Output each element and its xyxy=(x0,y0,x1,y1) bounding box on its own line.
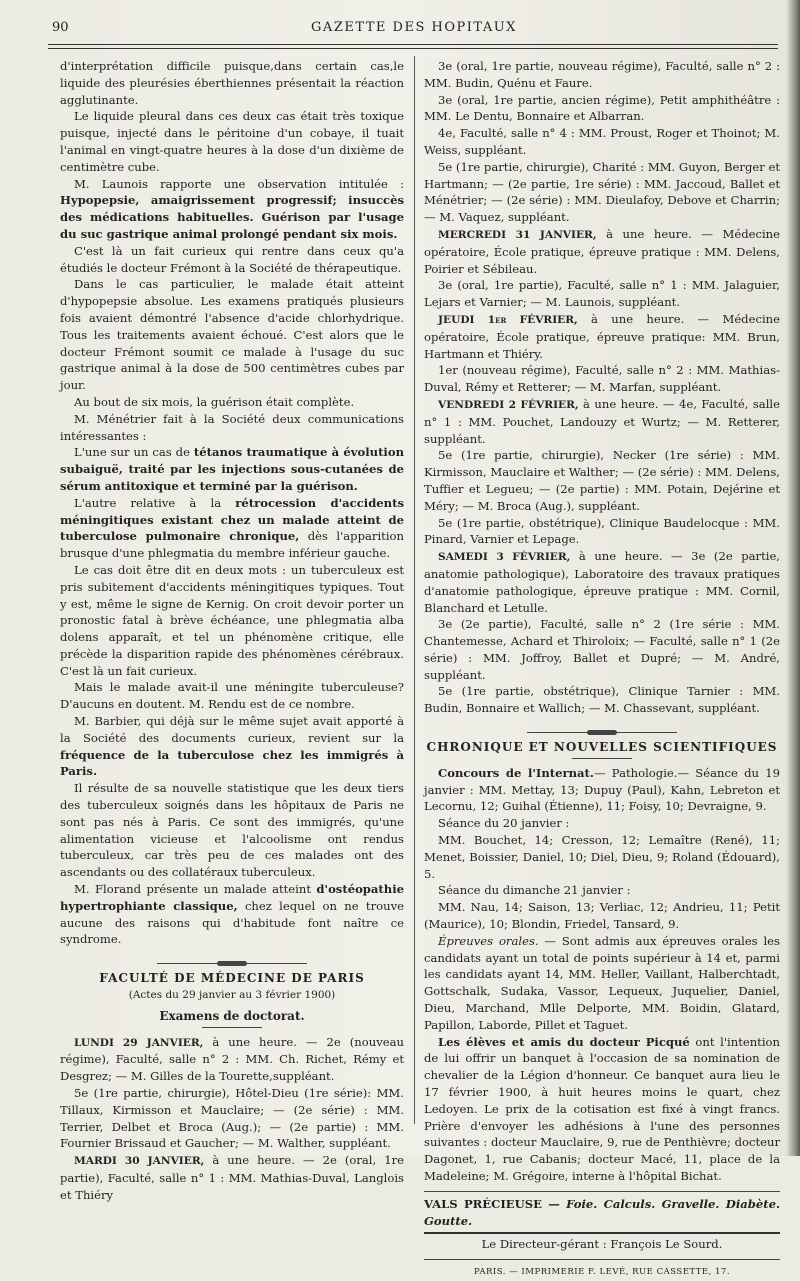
day-text: à une heure. — Médecine opératoire, École pratique, épreuve pratique: MM. Brun, Hartmann et Thiéry. xyxy=(424,311,780,361)
exam-entry: 3e (oral, 1re partie, nouveau régime), Faculté, salle n° 2 : MM. Budin, Quénu et Faure. xyxy=(424,59,780,90)
exam-entry: 5e (1re partie, chirurgie), Charité : MM. Guyon, Berger et Hartmann; — (2e partie, 1re série) : MM. Jaccoud, Ballet et Ménétrier; — (2e série) : MM. Dieulafoy, Debove et Charrin; — M. Vaquez, suppléant. xyxy=(424,159,780,225)
exam-day-entry xyxy=(60,1034,404,1085)
exam-entry: 3e (oral, 1re partie, ancien régime), Petit amphithéâtre : MM. Le Dentu, Bonnaire et Albarran. xyxy=(424,92,780,124)
exam-entry: 3e (oral, 1re partie), Faculté, salle n° 1 : MM. Jalaguier, Lejars et Varnier; — M. Launois, suppléant. xyxy=(424,278,780,310)
section-rule xyxy=(424,1232,780,1234)
paragraph: Au bout de six mois, la guérison était complète. xyxy=(74,394,355,409)
faculte-dates: (Actes du 29 janvier au 3 février 1900) xyxy=(128,989,336,1002)
news-line: Séance du 20 janvier : xyxy=(438,816,570,831)
day-label: LUNDI 29 JANVIER, xyxy=(74,1036,204,1049)
right-column xyxy=(424,58,780,1281)
paragraph: Le cas doit être dit en deux mots : un tuberculeux est pris subitement d'accidents méningitiques typiques. Tout y est, même le signe de Kernig. On croit devoir porter un pronostic fatal à brève échéance, une phlegmatia alba dolens apparaît, et tel un phénomène critique, elle précède la disparition rapide des phénomènes cérébraux. C'est là un fait curieux. xyxy=(60,562,404,678)
news-title: Concours de l'Internat. xyxy=(438,765,594,780)
observation-title: Hypopepsie, amaigrissement progressif; insuccès des médications habituelles. Guérison par l'usage du suc gastrique animal prolongé pendant six mois. xyxy=(60,193,404,241)
page-header xyxy=(44,18,784,38)
day-text: à une heure. — 2e (oral, 1re partie), Faculté, salle n° 1 : MM. Mathias-Duval, Langlois et Thiéry xyxy=(60,1153,404,1202)
paragraph-rest: chez lequel on ne trouve aucune des raisons qui d'habitude font naître ce syndrome. xyxy=(60,898,404,947)
day-text: à une heure. — Médecine opératoire, École pratique, épreuve pratique : MM. Delens, Poirier et Sébileau. xyxy=(424,226,781,276)
vals-advert xyxy=(424,1196,780,1230)
paragraph-lead: M. Barbier, qui déjà sur le même sujet avait apporté à la Société des documents curieux, revient sur la xyxy=(60,714,404,745)
paragraph xyxy=(60,713,404,780)
news-line: Séance du dimanche 21 janvier : xyxy=(438,883,631,898)
footer-rule xyxy=(424,1259,780,1260)
page-number: 90 xyxy=(52,20,69,35)
vals-title: VALS PRÉCIEUSE xyxy=(424,1196,542,1211)
header-rule-thin xyxy=(48,48,778,49)
news-item xyxy=(424,765,780,815)
short-rule xyxy=(202,1027,262,1028)
paragraph: M. Ménétrier fait à la Société deux communications intéressantes : xyxy=(60,411,404,443)
exam-day-entry xyxy=(424,311,780,362)
exam-day-entry xyxy=(424,396,780,447)
paragraph-lead: L'une sur un cas de xyxy=(74,445,194,460)
exam-entry: 5e (1re partie, obstétrique), Clinique Baudelocque : MM. Pinard, Varnier et Lepage. xyxy=(424,515,780,547)
news-line: MM. Bouchet, 14; Cresson, 12; Lemaître (René), 11; Menet, Boissier, Daniel, 10; Diel, Dieu, 9; Roland (Édouard), 5. xyxy=(424,833,780,881)
day-text: à une heure. — 4e, Faculté, salle n° 1 : MM. Pouchet, Landouzy et Wurtz; — M. Retterer, suppléant. xyxy=(424,396,780,446)
day-label: SAMEDI 3 FÉVRIER, xyxy=(438,551,571,564)
day-label: JEUDI 1er FÉVRIER, xyxy=(438,313,578,326)
paragraph xyxy=(60,495,404,562)
running-title: GAZETTE DES HOPITAUX xyxy=(311,20,517,35)
communication-title: fréquence de la tuberculose chez les immigrés à Paris. xyxy=(60,747,404,779)
communication-title: tétanos traumatique à évolution subaiguë, traité par les injections sous-cutanées de sérum antitoxique et terminé par la guérison. xyxy=(60,445,405,493)
paragraph: Il résulte de sa nouvelle statistique que les deux tiers des tuberculeux soignés dans les hôpitaux de Paris ne sont pas nés à Paris. Ce sont des immigrés, qu'une alimentation vicieuse et l'alcoolisme ont rendus tuberculeux, car très peu de ces malades ont des ascendants ou des collatéraux tuberculeux. xyxy=(60,781,404,880)
paragraph xyxy=(60,176,404,243)
left-column xyxy=(60,58,404,1204)
paragraph xyxy=(60,444,404,494)
news-item xyxy=(424,933,780,1034)
day-label: MERCREDI 31 JANVIER, xyxy=(438,228,597,241)
exam-day-entry xyxy=(424,226,780,277)
day-text: à une heure. — 2e (nouveau régime), Faculté, salle n° 2 : MM. Ch. Richet, Rémy et Desgrez; — M. Gilles de la Tourette,suppléant. xyxy=(60,1034,404,1084)
examens-heading: Examens de doctorat. xyxy=(159,1008,305,1023)
vals-text: — Foie. Calculs. Gravelle. Diabète. Goutte. xyxy=(424,1196,780,1228)
paragraph-rest: dès l'apparition brusque d'une phlegmatia du membre inférieur gauche. xyxy=(60,529,404,561)
news-text: ont l'intention de lui offrir un banquet à l'occasion de sa nomination de chevalier de la Légion d'honneur. Ce banquet aura lieu le 17 février 1900, à huit heures moins le quart, chez Ledoyen. Le prix de la cotisation est fixé à vingt francs. Prière d'envoyer les adhésions à l'une des personnes suivantes : docteur Mauclaire, 9, rue de Penthièvre; docteur Dagonet, 1, rue Cabanis; docteur Macé, 11, place de la Madeleine; M. Grégoire, interne à l'hôpital Bichat. xyxy=(424,1034,780,1183)
exam-entry: 5e (1re partie, chirurgie), Necker (1re série) : MM. Kirmisson, Mauclaire et Walther; — (2e série) : MM. Delens, Tuffier et Legueu; — (2e partie) : MM. Potain, Dejérine et Méry; — M. Broca (Aug.), suppléant. xyxy=(424,448,780,513)
communication-title: d'ostéopathie hypertrophiante classique, xyxy=(60,882,404,913)
exam-entry: 3e (2e partie), Faculté, salle n° 2 (1re série : MM. Chantemesse, Achard et Thiroloix; — Faculté, salle n° 1 (2e série) : MM. Joffroy, Ballet et Dupré; — M. André, suppléant. xyxy=(424,617,780,682)
paragraph-lead: L'autre relative à la xyxy=(74,495,236,510)
section-ornament xyxy=(424,723,780,731)
news-item xyxy=(424,1034,780,1185)
news-line: MM. Nau, 14; Saison, 13; Verliac, 12; Andrieu, 11; Petit (Maurice), 10; Blondin, Friedel, Tansard, 9. xyxy=(424,900,780,932)
news-text: — Pathologie.— Séance du 19 janvier : MM. Mettay, 13; Dupuy (Paul), Kahn, Lebreton et Lecornu, 12; Guihal (Étienne), 11; Foisy, 10; Devraigne, 9. xyxy=(424,765,780,814)
exam-day-entry xyxy=(424,548,780,616)
exam-day-entry xyxy=(60,1152,404,1203)
chronique-heading: CHRONIQUE ET NOUVELLES SCIENTIFIQUES xyxy=(426,740,778,755)
paragraph xyxy=(60,881,404,948)
news-title: Les élèves et amis du docteur Picqué xyxy=(438,1034,690,1049)
section-rule xyxy=(424,1191,780,1192)
exam-entry: 5e (1re partie, chirurgie), Hôtel-Dieu (1re série): MM. Tillaux, Kirmisson et Mauclaire; — (2e série) : MM. Terrier, Delbet et Broca (Aug.); — (2e partie) : MM. Fournier Brissaud et Gaucher; — M. Walther, suppléant. xyxy=(60,1086,404,1151)
paragraph: C'est là un fait curieux qui rentre dans ceux qu'a étudiés le docteur Frémont à la Société de thérapeutique. xyxy=(60,243,404,275)
exam-entry: 5e (1re partie, obstétrique), Clinique Tarnier : MM. Budin, Bonnaire et Wallich; — M. Chassevant, suppléant. xyxy=(424,684,780,716)
paragraph: Le liquide pleural dans ces deux cas était très toxique puisque, injecté dans le péritoine d'un cobaye, il tuait l'animal en vingt-quatre heures à la dose d'un dixième de centimètre cube. xyxy=(60,109,404,174)
column-divider xyxy=(414,56,415,1124)
imprint: PARIS. — IMPRIMERIE F. LEVÉ, RUE CASSETTE, 17. xyxy=(473,1267,731,1278)
day-label: MARDI 30 JANVIER, xyxy=(74,1155,205,1168)
faculte-heading: FACULTÉ DE MÉDECINE DE PARIS xyxy=(99,971,365,986)
exam-entry: 1er (nouveau régime), Faculté, salle n° 2 : MM. Mathias-Duval, Rémy et Retterer; — M. Marfan, suppléant. xyxy=(424,363,780,395)
paragraph-lead: M. Florand présente un malade atteint xyxy=(74,882,317,897)
header-rule-thick xyxy=(48,44,778,45)
news-title: Épreuves orales. xyxy=(438,933,539,948)
day-text: à une heure. — 3e (2e partie, anatomie pathologique), Laboratoire des travaux pratiques d'anatomie pathologique, épreuve pratique : MM. Cornil, Blanchard et Letulle. xyxy=(424,549,780,615)
signature: Le Directeur-gérant : François Le Sourd. xyxy=(481,1237,723,1252)
paragraph-lead: M. Launois rapporte une observation intitulée : xyxy=(74,176,404,191)
communication-title: rétrocession d'accidents méningitiques existant chez un malade atteint de tuberculose pulmonaire chronique, xyxy=(60,495,404,544)
short-rule xyxy=(572,758,632,759)
paragraph: Dans le cas particulier, le malade était atteint d'hypopepsie absolue. Les examens pratiqués plusieurs fois avaient démontré l'absence d'acide chlorhydrique. Tous les traitements avaient échoué. C'est alors que le docteur Frémont soumit ce malade à l'usage du suc gastrique animal à la dose de 500 centimètres cubes par jour. xyxy=(60,277,404,393)
paragraph: d'interprétation difficile puisque,dans certain cas,le liquide des pleurésies éberthiennes présentait la réaction agglutinante. xyxy=(60,59,404,107)
page-edge-shadow xyxy=(786,0,800,1156)
day-label: VENDREDI 2 FÉVRIER, xyxy=(438,398,579,411)
exam-entry: 4e, Faculté, salle n° 4 : MM. Proust, Roger et Thoinot; M. Weiss, suppléant. xyxy=(424,126,780,157)
paragraph: Mais le malade avait-il une méningite tuberculeuse? D'aucuns en doutent. M. Rendu est de ce nombre. xyxy=(60,680,404,712)
section-ornament xyxy=(60,954,404,962)
news-text: — Sont admis aux épreuves orales les candidats ayant un total de points supérieur à 14 et, parmi les candidats ayant 14, MM. Heller, Vaillant, Halberchtadt, Gottschalk, Sudaka, Vassor, Lequeux, Juquelier, Daniel, Dieu, Marchand, Mlle Delporte, MM. Boidin, Glatard, Papillon, Laborde, Pillet et Taguet. xyxy=(424,933,780,1032)
